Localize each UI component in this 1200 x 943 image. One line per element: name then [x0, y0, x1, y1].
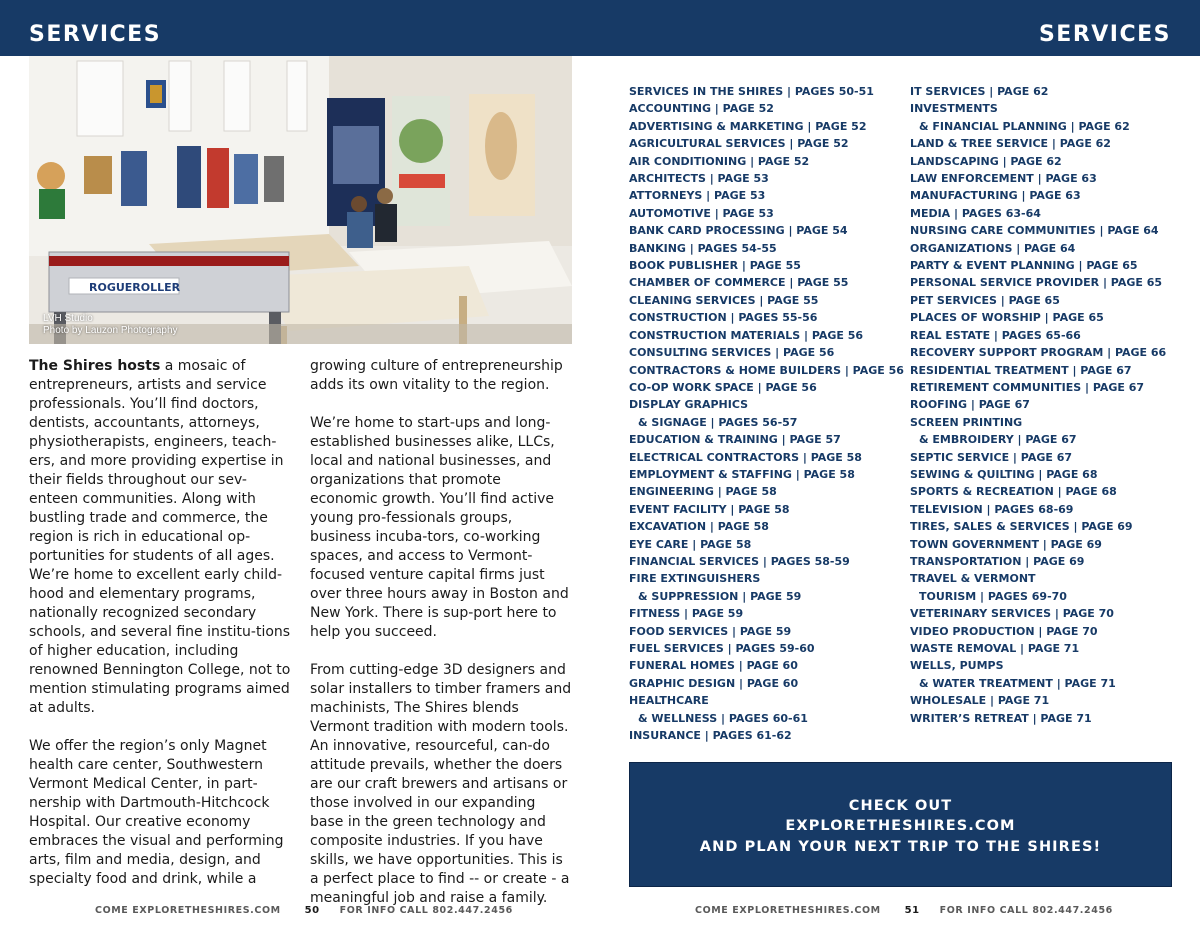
- service-list-item: WASTE REMOVAL | PAGE 71: [910, 642, 1080, 655]
- service-list-item: FUNERAL HOMES | PAGE 60: [629, 659, 798, 673]
- page-title-right: SERVICES: [1038, 22, 1171, 47]
- service-list-item: & SIGNAGE | PAGES 56-57: [638, 415, 798, 429]
- photo-credit-studio: LVH Studio: [43, 313, 93, 324]
- service-list-item: MANUFACTURING | PAGE 63: [910, 189, 1081, 203]
- service-list-item: SCREEN PRINTING: [910, 415, 1023, 429]
- service-list-item: EYE CARE | PAGE 58: [629, 537, 752, 551]
- service-list-item: ADVERTISING & MARKETING | PAGE 52: [629, 119, 867, 133]
- machine-brand-label: ROGUEROLLER: [89, 281, 181, 294]
- service-list-item: TOWN GOVERNMENT | PAGE 69: [910, 537, 1102, 551]
- service-list-item: FUEL SERVICES | PAGES 59-60: [629, 642, 815, 655]
- service-list-item: RESIDENTIAL TREATMENT | PAGE 67: [910, 363, 1132, 377]
- service-list-item: DISPLAY GRAPHICS: [629, 398, 749, 412]
- footer-website[interactable]: COME EXPLORETHESHIRES.COM: [95, 905, 281, 916]
- service-list-item: NURSING CARE COMMUNITIES | PAGE 64: [910, 224, 1159, 238]
- service-list-item: CO-OP WORK SPACE | PAGE 56: [629, 380, 817, 394]
- body-paragraph: [29, 357, 291, 718]
- service-list-item: PARTY & EVENT PLANNING | PAGE 65: [910, 259, 1138, 273]
- body-column-1: [29, 357, 291, 908]
- service-list-item: SEWING & QUILTING | PAGE 68: [910, 467, 1098, 481]
- service-list-item: ROOFING | PAGE 67: [910, 398, 1030, 412]
- service-list-item: ARCHITECTS | PAGE 53: [629, 172, 769, 186]
- service-list-item: VIDEO PRODUCTION | PAGE 70: [910, 624, 1098, 638]
- service-list-item: ATTORNEYS | PAGE 53: [629, 189, 766, 203]
- service-list-item: MEDIA | PAGES 63-64: [910, 206, 1041, 220]
- callout-line-3: AND PLAN YOUR NEXT TRIP TO THE SHIRES!: [699, 838, 1102, 855]
- footer-phone: FOR INFO CALL 802.447.2456: [339, 905, 513, 916]
- service-list-item: WRITER’S RETREAT | PAGE 71: [910, 711, 1092, 725]
- service-list-item: FINANCIAL SERVICES | PAGES 58-59: [629, 554, 850, 568]
- service-list-item: FITNESS | PAGE 59: [629, 607, 744, 621]
- service-list-item: SERVICES IN THE SHIRES | PAGES 50-51: [629, 85, 874, 98]
- photo-credit: [43, 313, 178, 337]
- explore-callout-box: [629, 762, 1172, 887]
- service-list-item: PLACES OF WORSHIP | PAGE 65: [910, 311, 1104, 325]
- body-paragraph: We’re home to start-ups and long-established businesses alike, LLCs, local and national businesses, and organizations that promote economic growth. You’ll find active young pro-fessionals groups, business incuba-tors, co-working spaces, and access to Vermont-focused venture capital firms just over three hours away in Boston and New York. There is sup-port here to help you succeed.: [310, 415, 569, 640]
- service-list-item: LAND & TREE SERVICE | PAGE 62: [910, 137, 1111, 151]
- footer-left: [95, 905, 513, 916]
- service-list-item: CONSTRUCTION MATERIALS | PAGE 56: [629, 328, 864, 342]
- studio-photo: [29, 56, 572, 344]
- service-list-item: VETERINARY SERVICES | PAGE 70: [910, 607, 1114, 621]
- body-paragraph: growing culture of entrepreneurship adds its own vitality to the region.: [310, 358, 563, 393]
- service-list-item: PERSONAL SERVICE PROVIDER | PAGE 65: [910, 276, 1163, 290]
- service-list-item: INVESTMENTS: [910, 102, 998, 116]
- service-list-item: FOOD SERVICES | PAGE 59: [629, 624, 792, 638]
- service-list-item: ENGINEERING | PAGE 58: [629, 485, 777, 499]
- service-list-item: RETIREMENT COMMUNITIES | PAGE 67: [910, 380, 1145, 394]
- service-list-item: FIRE EXTINGUISHERS: [629, 572, 761, 586]
- service-list-item: AUTOMOTIVE | PAGE 53: [629, 206, 774, 220]
- service-list-item: CONSTRUCTION | PAGES 55-56: [629, 311, 818, 325]
- service-list-item: LANDSCAPING | PAGE 62: [910, 154, 1062, 168]
- page-number: 51: [904, 905, 920, 916]
- service-list-item: & FINANCIAL PLANNING | PAGE 62: [919, 119, 1130, 133]
- footer-phone: FOR INFO CALL 802.447.2456: [939, 905, 1113, 916]
- service-list-item: WELLS, PUMPS: [910, 659, 1004, 673]
- service-list-item: IT SERVICES | PAGE 62: [910, 85, 1049, 98]
- service-list-item: EMPLOYMENT & STAFFING | PAGE 58: [629, 467, 855, 481]
- services-list-column-2: [910, 83, 1166, 727]
- service-list-item: CLEANING SERVICES | PAGE 55: [629, 293, 819, 307]
- service-list-item: TRAVEL & VERMONT: [910, 572, 1036, 586]
- service-list-item: & WELLNESS | PAGES 60-61: [638, 711, 808, 725]
- footer-right: [695, 905, 1113, 916]
- service-list-item: BOOK PUBLISHER | PAGE 55: [629, 259, 801, 273]
- service-list-item: & SUPPRESSION | PAGE 59: [638, 589, 802, 603]
- service-list-item: & EMBROIDERY | PAGE 67: [919, 433, 1077, 447]
- service-list-item: TELEVISION | PAGES 68-69: [910, 502, 1074, 516]
- service-list-item: TIRES, SALES & SERVICES | PAGE 69: [910, 520, 1133, 534]
- body-paragraph: We offer the region’s only Magnet health care center, Southwestern Vermont Medical Center, in part-nership with Dartmouth-Hitchcock Hospital. Our creative economy embraces the visual and performing arts, film and media, design, and specialty food and drink, while a: [29, 738, 284, 887]
- service-list-item: CONTRACTORS & HOME BUILDERS | PAGE 56: [629, 363, 904, 377]
- page-number: 50: [304, 905, 320, 916]
- service-list-item: ACCOUNTING | PAGE 52: [629, 102, 774, 116]
- service-list-item: WHOLESALE | PAGE 71: [910, 694, 1050, 708]
- service-list-item: AIR CONDITIONING | PAGE 52: [629, 154, 810, 168]
- footer-website[interactable]: COME EXPLORETHESHIRES.COM: [695, 905, 881, 916]
- service-list-item: CHAMBER OF COMMERCE | PAGE 55: [629, 276, 849, 290]
- callout-website-link[interactable]: EXPLORETHESHIRES.COM: [785, 818, 1016, 835]
- services-list-column-1: [629, 83, 904, 744]
- service-list-item: INSURANCE | PAGES 61-62: [629, 729, 792, 743]
- service-list-item: SPORTS & RECREATION | PAGE 68: [910, 485, 1117, 499]
- service-list-item: & WATER TREATMENT | PAGE 71: [919, 676, 1116, 690]
- service-list-item: PET SERVICES | PAGE 65: [910, 293, 1060, 307]
- service-list-item: TRANSPORTATION | PAGE 69: [910, 554, 1085, 568]
- photo-credit-photographer: Photo by Lauzon Photography: [43, 325, 178, 336]
- service-list-item: ELECTRICAL CONTRACTORS | PAGE 58: [629, 450, 862, 464]
- service-list-item: AGRICULTURAL SERVICES | PAGE 52: [629, 137, 849, 151]
- body-text: a mosaic of entrepreneurs, artists and service professionals. You’ll find doctors, dentists, accountants, attorneys, physiotherapists, engineers, teach-ers, and more providing expertise in their fields throughout our sev-enteen communities. Along with bustling trade and commerce, the region is rich in educational op-portunities for students of all ages. We’re home to excellent early child-hood and elementary programs, nationally recognized secondary schools, and several fine institu-tions of higher education, including renowned Bennington College, not to mention stimulating programs aimed at adults.: [29, 358, 291, 716]
- page-title-left: SERVICES: [29, 22, 162, 47]
- service-list-item: EVENT FACILITY | PAGE 58: [629, 502, 790, 516]
- callout-line-1: CHECK OUT: [848, 797, 953, 814]
- service-list-item: TOURISM | PAGES 69-70: [919, 589, 1067, 603]
- body-column-2: [310, 357, 572, 927]
- service-list-item: ORGANIZATIONS | PAGE 64: [910, 241, 1076, 255]
- service-list-item: BANK CARD PROCESSING | PAGE 54: [629, 224, 848, 238]
- header-bar: [0, 0, 1200, 56]
- studio-photo-illustration: [29, 56, 572, 344]
- service-list-item: REAL ESTATE | PAGES 65-66: [910, 328, 1081, 342]
- service-list-item: SEPTIC SERVICE | PAGE 67: [910, 450, 1073, 464]
- body-paragraph: From cutting-edge 3D designers and solar installers to timber framers and machinists, The Shires blends Vermont tradition with modern tools. An innovative, resourceful, can-do attitude prevails, whether the doers are our craft brewers and artisans or those involved in our expanding base in the green technology and composite industries. If you have skills, we have opportunities. This is a perfect place to find -- or create - a meaningful job and raise a family.: [310, 662, 572, 906]
- service-list-item: LAW ENFORCEMENT | PAGE 63: [910, 172, 1097, 186]
- service-list-item: EDUCATION & TRAINING | PAGE 57: [629, 433, 841, 447]
- service-list-item: RECOVERY SUPPORT PROGRAM | PAGE 66: [910, 346, 1167, 360]
- service-list-item: GRAPHIC DESIGN | PAGE 60: [629, 676, 799, 690]
- service-list-item: HEALTHCARE: [629, 694, 709, 708]
- body-lead: The Shires hosts: [29, 358, 161, 374]
- service-list-item: EXCAVATION | PAGE 58: [629, 520, 769, 534]
- service-list-item: BANKING | PAGES 54-55: [629, 241, 777, 255]
- service-list-item: CONSULTING SERVICES | PAGE 56: [629, 346, 835, 360]
